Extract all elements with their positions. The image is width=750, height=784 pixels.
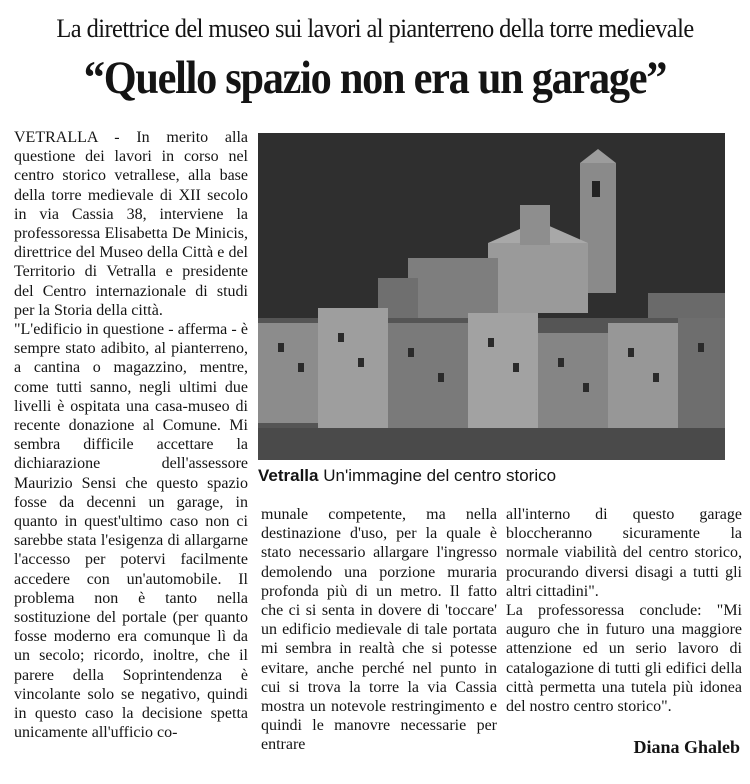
article-kicker: La direttrice del museo sui lavori al pianterreno della torre medievale: [56, 14, 694, 43]
paragraph: "L'edificio in questione - afferma - è sempre stato adibito, al pianterreno, a cantina o magazzino, mentre, come tutti sanno, negli ultimi due livelli è ospitata una casa-museo di recente donazione al Comune. Mi sembra difficile accettare la dichiarazione dell'assessore Maurizio Sensi che questo spazio fosse da decenni un garage, in quanto in quest'ultimo caso non ci sarebbe stata l'esigenza di allargarne l'accesso per potervi facilmente accedere con un'automobile. Il problema non è tanto nella sostituzione del portale (per quanto fosse moderno era comunque lì da un secolo; ricordo, inoltre, che il parere della Soprintendenza è vincolante solo se negativo, quindi in questo caso la decisione spetta unicamente all'ufficio co-: [14, 321, 248, 742]
paragraph: La professoressa conclude: "Mi auguro che in futuro una maggiore attenzione ed un serio lavoro di catalogazione di tutti gli edifici della città permetta una tutela più idonea del nostro centro storico".: [506, 602, 742, 716]
paragraph: VETRALLA - In merito alla questione dei lavori in corso nel centro storico vetrallese, alla base della torre medievale di XII secolo in via Cassia 38, interviene la professoressa Elisabetta De Minicis, direttrice del Museo della Città e del Territorio di Vetralla e presidente del Centro internazionale di studi per la Storia della città.: [14, 129, 248, 319]
article-column-1: [14, 128, 248, 743]
article-headline: “Quello spazio non era un garage”: [83, 52, 667, 104]
old-town-photo: [258, 133, 725, 460]
caption-place: Vetralla: [258, 466, 319, 485]
paragraph: all'interno di questo garage bloccheranno sicuramente la normale viabilità del centro storico, procurando diversi disagi a tutti gli altri cittadini".: [506, 506, 742, 600]
article-column-2: [261, 505, 497, 755]
article-author: Diana Ghaleb: [633, 737, 740, 757]
article-column-3: [506, 505, 742, 716]
paragraph: munale competente, ma nella destinazione d'uso, per la quale è stato necessario allargare l'ingresso demolendo una porzione muraria profonda più di un metro. Il fatto che ci si senta in dovere di 'toccare' un edificio medievale di tale portata mi sembra in realtà che si potesse evitare, anche perché nel punto in cui si trova la torre la via Cassia mostra un notevole restringimento e quindi le manovre necessarie per entrare: [261, 506, 497, 754]
photo-caption: [258, 466, 738, 486]
caption-text: Un'immagine del centro storico: [318, 466, 557, 485]
